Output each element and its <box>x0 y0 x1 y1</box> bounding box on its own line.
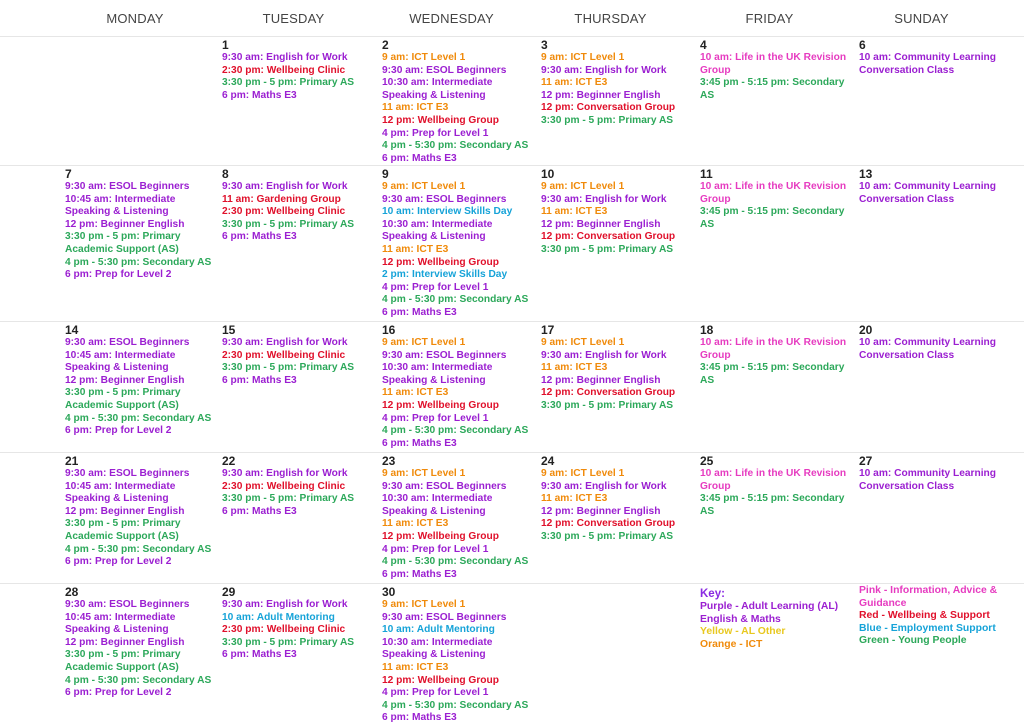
day-number: 21 <box>65 454 79 468</box>
event-item[interactable]: 10 am: Life in the UK Revision Group <box>700 52 847 76</box>
event-item[interactable]: 3:30 pm - 5 pm: Primary Academic Support (AS) <box>65 231 181 255</box>
event-item[interactable]: 3:30 pm - 5 pm: Primary AS <box>541 114 674 126</box>
day-number: 24 <box>541 454 555 468</box>
day-number: 22 <box>222 454 236 468</box>
key-entry: Red - Wellbeing & Support <box>859 610 990 622</box>
day-header-tuesday: TUESDAY <box>262 10 325 26</box>
key-entry: Green - Young People <box>859 635 967 647</box>
week-row <box>0 165 1024 321</box>
event-item[interactable]: 6 pm: Maths E3 <box>382 712 457 724</box>
event-item[interactable]: 10 am: Life in the UK Revision Group <box>700 181 847 205</box>
event-item[interactable]: 10:45 am: Intermediate Speaking & Listening <box>65 611 176 636</box>
event-item[interactable]: 12 pm: Wellbeing Group <box>382 114 499 126</box>
event-item[interactable]: 4 pm - 5:30 pm: Secondary AS <box>382 140 529 152</box>
event-item[interactable]: 2:30 pm: Wellbeing Clinic <box>222 64 346 76</box>
key-entry: Yellow - AL Other <box>700 626 786 638</box>
week-row <box>0 36 1024 165</box>
event-item[interactable]: 11 am: ICT E3 <box>382 518 449 530</box>
event-item[interactable]: 9:30 am: ESOL Beginners <box>382 611 507 623</box>
day-number: 1 <box>222 38 229 52</box>
event-item[interactable]: 9:30 am: English for Work <box>541 64 667 76</box>
day-number: 2 <box>382 38 389 52</box>
day-cell-9[interactable] <box>379 166 538 321</box>
day-cell-14[interactable] <box>62 322 219 452</box>
event-item[interactable]: 6 pm: Prep for Level 2 <box>65 425 172 437</box>
day-number: 7 <box>65 167 72 181</box>
event-item[interactable]: 12 pm: Wellbeing Group <box>382 399 499 411</box>
event-item[interactable]: 4 pm - 5:30 pm: Secondary AS <box>382 556 529 568</box>
event-item[interactable]: 3:30 pm - 5 pm: Primary AS <box>222 218 355 230</box>
event-item[interactable]: 12 pm: Conversation Group <box>541 387 676 399</box>
event-item[interactable]: 12 pm: Beginner English <box>65 374 185 386</box>
event-item[interactable]: 9 am: ICT Level 1 <box>382 468 466 479</box>
day-cell-13[interactable] <box>856 166 1001 321</box>
event-item[interactable]: 3:30 pm - 5 pm: Primary Academic Support (AS) <box>65 387 181 411</box>
event-item[interactable]: 9 am: ICT Level 1 <box>541 468 625 479</box>
day-number: 15 <box>222 323 236 337</box>
event-item[interactable]: 9 am: ICT Level 1 <box>541 52 625 63</box>
event-item[interactable]: 2:30 pm: Wellbeing Clinic <box>222 480 346 492</box>
day-number: 16 <box>382 323 396 337</box>
day-number: 18 <box>700 323 714 337</box>
event-item[interactable]: 9 am: ICT Level 1 <box>541 337 625 348</box>
day-cell-11[interactable] <box>697 166 856 321</box>
event-item[interactable]: 4 pm - 5:30 pm: Secondary AS <box>65 674 212 686</box>
event-item[interactable]: 12 pm: Wellbeing Group <box>382 674 499 686</box>
event-item[interactable]: 9:30 am: ESOL Beginners <box>382 193 507 205</box>
event-item[interactable]: 2:30 pm: Wellbeing Clinic <box>222 349 346 361</box>
event-item[interactable]: 10:30 am: Intermediate Speaking & Listening <box>382 636 493 661</box>
event-item[interactable]: 6 pm: Maths E3 <box>222 505 297 517</box>
event-item[interactable]: 6 pm: Maths E3 <box>222 89 297 101</box>
day-cell-27[interactable] <box>856 453 1001 583</box>
event-item[interactable]: 3:45 pm - 5:15 pm: Secondary AS <box>700 77 845 101</box>
event-item[interactable]: 9:30 am: English for Work <box>222 181 348 192</box>
week-row <box>0 583 1024 727</box>
day-cell-6[interactable] <box>856 37 1001 165</box>
event-item[interactable]: 12 pm: Beginner English <box>541 505 661 517</box>
event-item[interactable]: 10:45 am: Intermediate Speaking & Listening <box>65 193 176 218</box>
day-number: 23 <box>382 454 396 468</box>
weekday-header <box>0 0 1024 36</box>
day-number: 11 <box>700 167 713 181</box>
day-number: 14 <box>65 323 79 337</box>
event-item[interactable]: 9 am: ICT Level 1 <box>382 599 466 610</box>
event-item[interactable]: 6 pm: Maths E3 <box>222 649 297 661</box>
day-cell-2[interactable] <box>379 37 538 165</box>
event-item[interactable]: 10:30 am: Intermediate Speaking & Listening <box>382 218 493 243</box>
day-cell-16[interactable] <box>379 322 538 452</box>
event-item[interactable]: 10:45 am: Intermediate Speaking & Listening <box>65 480 176 505</box>
day-number: 28 <box>65 585 79 599</box>
event-item[interactable]: 6 pm: Prep for Level 2 <box>65 556 172 568</box>
event-item[interactable]: 3:30 pm - 5 pm: Primary AS <box>222 493 355 505</box>
key-entry: Purple - Adult Learning (AL) English & Maths <box>700 601 839 625</box>
event-item[interactable]: 3:30 pm - 5 pm: Primary AS <box>222 636 355 648</box>
day-cell-15[interactable] <box>219 322 379 452</box>
event-item[interactable]: 10 am: Interview Skills Day <box>382 206 513 218</box>
day-number: 8 <box>222 167 229 181</box>
day-number: 10 <box>541 167 555 181</box>
day-number: 3 <box>541 38 548 52</box>
key-entry: Orange - ICT <box>700 638 763 650</box>
day-header-friday: FRIDAY <box>745 10 794 26</box>
event-item[interactable]: 6 pm: Prep for Level 2 <box>65 269 172 281</box>
day-number: 4 <box>700 38 707 52</box>
event-item[interactable]: 3:30 pm - 5 pm: Primary Academic Support (AS) <box>65 518 181 542</box>
event-item[interactable]: 9:30 am: English for Work <box>541 480 667 492</box>
day-cell-29[interactable] <box>219 584 379 727</box>
day-header-wednesday: WEDNESDAY <box>409 10 494 26</box>
week-row <box>0 321 1024 452</box>
day-cell-28[interactable] <box>62 584 219 727</box>
day-cell-4[interactable] <box>697 37 856 165</box>
event-item[interactable]: 9:30 am: English for Work <box>541 193 667 205</box>
event-item[interactable]: 9 am: ICT Level 1 <box>382 337 466 348</box>
event-item[interactable]: 9:30 am: ESOL Beginners <box>382 64 507 76</box>
event-item[interactable]: 12 pm: Beginner English <box>541 374 661 386</box>
event-item[interactable]: 9:30 am: English for Work <box>222 52 348 63</box>
event-item[interactable]: 6 pm: Maths E3 <box>222 374 297 386</box>
day-number: 27 <box>859 454 873 468</box>
key-title: Key: <box>700 588 725 600</box>
event-item[interactable]: 2:30 pm: Wellbeing Clinic <box>222 206 346 218</box>
event-item[interactable]: 3:30 pm - 5 pm: Primary AS <box>541 530 674 542</box>
event-item[interactable]: 12 pm: Beginner English <box>541 218 661 230</box>
empty-cell <box>538 584 697 727</box>
day-number: 17 <box>541 323 555 337</box>
event-item[interactable]: 10 am: Community Learning Conversation Class <box>859 468 996 492</box>
day-cell-23[interactable] <box>379 453 538 583</box>
event-item[interactable]: 3:30 pm - 5 pm: Primary AS <box>541 243 674 255</box>
event-item[interactable]: 12 pm: Conversation Group <box>541 102 676 114</box>
event-item[interactable]: 4 pm: Prep for Level 1 <box>382 127 489 139</box>
day-header-sunday: SUNDAY <box>894 10 949 26</box>
event-item[interactable]: 9:30 am: ESOL Beginners <box>65 468 190 479</box>
week-row <box>0 452 1024 583</box>
event-item[interactable]: 11 am: ICT E3 <box>382 661 449 673</box>
day-cell-24[interactable] <box>538 453 697 583</box>
event-item[interactable]: 4 pm - 5:30 pm: Secondary AS <box>382 699 529 711</box>
event-item[interactable]: 10:30 am: Intermediate Speaking & Listening <box>382 493 493 517</box>
event-item[interactable]: 12 pm: Beginner English <box>65 218 185 230</box>
event-item[interactable]: 9:30 am: ESOL Beginners <box>382 480 507 492</box>
event-item[interactable]: 3:45 pm - 5:15 pm: Secondary AS <box>700 362 845 386</box>
day-number: 30 <box>382 585 396 599</box>
day-cell-10[interactable] <box>538 166 697 321</box>
event-item[interactable]: 6 pm: Maths E3 <box>382 437 457 449</box>
event-item[interactable]: 10:30 am: Intermediate Speaking & Listening <box>382 362 493 386</box>
event-item[interactable]: 6 pm: Maths E3 <box>382 568 457 580</box>
event-item[interactable]: 10:30 am: Intermediate Speaking & Listening <box>382 77 493 101</box>
event-item[interactable]: 12 pm: Beginner English <box>541 89 661 101</box>
event-item[interactable]: 6 pm: Maths E3 <box>382 306 457 318</box>
event-item[interactable]: 12 pm: Wellbeing Group <box>382 256 499 268</box>
event-item[interactable]: 4 pm - 5:30 pm: Secondary AS <box>65 543 212 555</box>
key-legend-continued <box>856 584 1001 727</box>
day-number: 6 <box>859 38 866 52</box>
event-item[interactable]: 11 am: ICT E3 <box>541 362 608 374</box>
event-item[interactable]: 12 pm: Beginner English <box>65 636 185 648</box>
event-item[interactable]: 12 pm: Beginner English <box>65 505 185 517</box>
event-item[interactable]: 4 pm - 5:30 pm: Secondary AS <box>382 425 529 437</box>
event-item[interactable]: 11 am: Gardening Group <box>222 193 341 205</box>
day-cell-3[interactable] <box>538 37 697 165</box>
event-item[interactable]: 3:30 pm - 5 pm: Primary AS <box>222 362 355 374</box>
event-item[interactable]: 9:30 am: English for Work <box>222 599 348 610</box>
event-item[interactable]: 11 am: ICT E3 <box>382 387 449 399</box>
event-item[interactable]: 11 am: ICT E3 <box>541 77 608 89</box>
event-item[interactable]: 9:30 am: ESOL Beginners <box>65 599 190 610</box>
event-item[interactable]: 10 am: Community Learning Conversation Class <box>859 52 996 76</box>
day-cell-30[interactable] <box>379 584 538 727</box>
event-item[interactable]: 4 pm: Prep for Level 1 <box>382 687 489 699</box>
event-item[interactable]: 10 am: Life in the UK Revision Group <box>700 337 847 361</box>
day-cell-22[interactable] <box>219 453 379 583</box>
key-entry: Blue - Employment Support <box>859 622 996 634</box>
day-cell-18[interactable] <box>697 322 856 452</box>
day-number: 9 <box>382 167 389 181</box>
event-item[interactable]: 10 am: Adult Mentoring <box>382 624 495 636</box>
event-item[interactable]: 11 am: ICT E3 <box>382 243 449 255</box>
event-item[interactable]: 3:30 pm - 5 pm: Primary AS <box>222 77 355 89</box>
event-item[interactable]: 3:30 pm - 5 pm: Primary AS <box>541 399 674 411</box>
event-item[interactable]: 11 am: ICT E3 <box>541 493 608 505</box>
event-item[interactable]: 9:30 am: ESOL Beginners <box>65 337 190 348</box>
event-item[interactable]: 6 pm: Maths E3 <box>222 231 297 243</box>
day-number: 29 <box>222 585 236 599</box>
event-item[interactable]: 10 am: Community Learning Conversation Class <box>859 181 996 205</box>
empty-cell <box>62 37 219 165</box>
day-header-monday: MONDAY <box>106 10 164 26</box>
event-item[interactable]: 12 pm: Conversation Group <box>541 231 676 243</box>
day-cell-20[interactable] <box>856 322 1001 452</box>
day-number: 13 <box>859 167 873 181</box>
event-item[interactable]: 9:30 am: English for Work <box>222 468 348 479</box>
day-cell-1[interactable] <box>219 37 379 165</box>
event-item[interactable]: 12 pm: Conversation Group <box>541 518 676 530</box>
event-item[interactable]: 4 pm: Prep for Level 1 <box>382 281 489 293</box>
event-item[interactable]: 10 am: Life in the UK Revision Group <box>700 468 847 492</box>
day-cell-8[interactable] <box>219 166 379 321</box>
event-item[interactable]: 12 pm: Wellbeing Group <box>382 530 499 542</box>
event-item[interactable]: 9:30 am: ESOL Beginners <box>65 181 190 192</box>
event-item[interactable]: 4 pm: Prep for Level 1 <box>382 543 489 555</box>
event-item[interactable]: 9 am: ICT Level 1 <box>382 181 466 192</box>
event-item[interactable]: 3:45 pm - 5:15 pm: Secondary AS <box>700 493 845 517</box>
event-item[interactable]: 6 pm: Maths E3 <box>382 152 457 164</box>
event-item[interactable]: 6 pm: Prep for Level 2 <box>65 687 172 699</box>
event-item[interactable]: 3:45 pm - 5:15 pm: Secondary AS <box>700 206 845 230</box>
event-item[interactable]: 9:30 am: ESOL Beginners <box>382 349 507 361</box>
key-entry: Pink - Information, Advice & Guidance <box>859 585 998 609</box>
key-legend <box>697 584 856 727</box>
event-item[interactable]: 11 am: ICT E3 <box>541 206 608 218</box>
event-item[interactable]: 4 pm: Prep for Level 1 <box>382 412 489 424</box>
day-cell-25[interactable] <box>697 453 856 583</box>
calendar-grid <box>0 36 1024 727</box>
event-item[interactable]: 9:30 am: English for Work <box>541 349 667 361</box>
event-item[interactable]: 4 pm - 5:30 pm: Secondary AS <box>65 412 212 424</box>
event-item[interactable]: 3:30 pm - 5 pm: Primary Academic Support (AS) <box>65 649 181 673</box>
event-item[interactable]: 11 am: ICT E3 <box>382 102 449 114</box>
event-item[interactable]: 4 pm - 5:30 pm: Secondary AS <box>382 294 529 306</box>
event-item[interactable]: 9 am: ICT Level 1 <box>382 52 466 63</box>
day-cell-17[interactable] <box>538 322 697 452</box>
event-item[interactable]: 10:45 am: Intermediate Speaking & Listening <box>65 349 176 374</box>
day-number: 25 <box>700 454 714 468</box>
event-item[interactable]: 4 pm - 5:30 pm: Secondary AS <box>65 256 212 268</box>
day-header-thursday: THURSDAY <box>574 10 647 26</box>
day-number: 20 <box>859 323 873 337</box>
event-item[interactable]: 10 am: Adult Mentoring <box>222 611 335 623</box>
event-item[interactable]: 9:30 am: English for Work <box>222 337 348 348</box>
event-item[interactable]: 9 am: ICT Level 1 <box>541 181 625 192</box>
day-cell-21[interactable] <box>62 453 219 583</box>
event-item[interactable]: 2:30 pm: Wellbeing Clinic <box>222 624 346 636</box>
day-cell-7[interactable] <box>62 166 219 321</box>
event-item[interactable]: 2 pm: Interview Skills Day <box>382 269 508 281</box>
event-item[interactable]: 10 am: Community Learning Conversation Class <box>859 337 996 361</box>
